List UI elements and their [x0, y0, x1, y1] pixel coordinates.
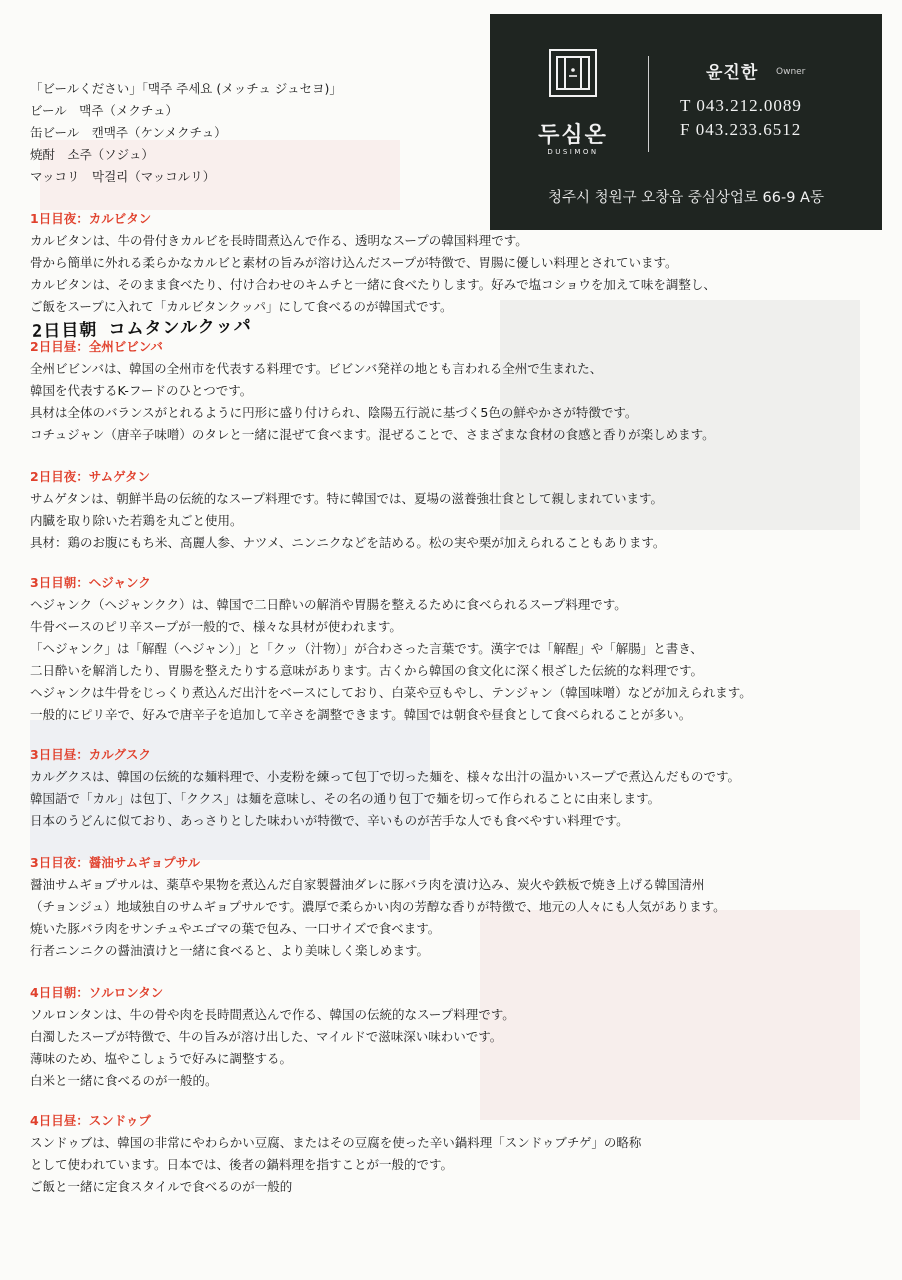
section-line: として使われています。日本では、後者の鍋料理を指すことが一般的です。 — [30, 1157, 454, 1172]
section-line: 具材：鶏のお腹にもち米、高麗人参、ナツメ、ニンニクなどを詰める。松の実や栗が加えられることもあります。 — [30, 535, 666, 550]
fax-number: F 043.233.6512 — [680, 120, 802, 139]
card-divider — [648, 56, 649, 152]
section-line: ヘジャンクは牛骨をじっくり煮込んだ出汁をベースにしており、白菜や豆もやし、テンジャン（韓国味噌）などが加えられます。 — [30, 685, 752, 700]
section-title: 3日目夜：醤油サムギョプサル — [30, 855, 200, 870]
menu-section — [30, 982, 515, 1092]
menu-section — [30, 1110, 641, 1198]
section-title: 2日目昼：全州ビビンバ — [30, 339, 163, 354]
phrase-list — [30, 78, 342, 188]
section-line: 内臓を取り除いた若鶏を丸ごと使用。 — [30, 513, 243, 528]
section-title: 3日目朝：ヘジャンク — [30, 575, 151, 590]
owner-role: Owner — [776, 67, 806, 77]
brand-romanized: DUSIMON — [547, 148, 599, 156]
section-title: 4日目朝：ソルロンタン — [30, 985, 164, 1000]
section-line: コチュジャン（唐辛子味噌）のタレと一緒に混ぜて食べます。混ぜることで、さまざまな食材の食感と香りが楽しめます。 — [30, 427, 715, 442]
section-line: カルグクスは、韓国の伝統的な麺料理で、小麦粉を練って包丁で切った麺を、様々な出汁の温かいスープで煮込んだものです。 — [30, 769, 741, 784]
menu-section — [30, 744, 740, 832]
owner-name: 윤진한 — [706, 63, 759, 83]
phone-number: T 043.212.0089 — [680, 96, 802, 115]
section-line: 牛骨ベースのピリ辛スープが一般的で、様々な具材が使われます。 — [30, 619, 402, 634]
section-line: 韓国を代表するK-フードのひとつです。 — [30, 383, 253, 398]
section-line: 韓国語で「カル」は包丁、「ククス」は麺を意味し、その名の通り包丁で麺を切って作られることに由来します。 — [30, 791, 661, 806]
phrase-line: 焼酎 소주（ソジュ） — [30, 147, 154, 162]
section-line: 醤油サムギョプサルは、薬草や果物を煮込んだ自家製醤油ダレに豚バラ肉を漬け込み、炭火や鉄板で焼き上げる韓国清州 — [30, 877, 705, 892]
brand-name: 두심온 — [538, 123, 608, 148]
phrase-line: 「ビールください」「맥주 주세요 (メッチュ ジュセヨ)」 — [30, 81, 342, 96]
menu-section — [30, 466, 665, 554]
menu-section — [30, 852, 726, 962]
section-line: 薄味のため、塩やこしょうで好みに調整する。 — [30, 1051, 293, 1066]
section-line: サムゲタンは、朝鮮半島の伝統的なスープ料理です。特に韓国では、夏場の滋養強壮食として親しまれています。 — [30, 491, 664, 506]
section-title: 3日目昼：カルグスク — [30, 747, 151, 762]
section-line: ご飯をスープに入れて「カルビタンクッパ」にして食べるのが韓国式です。 — [30, 299, 453, 314]
section-line: （チョンジュ）地域独自のサムギョプサルです。濃厚で柔らかい肉の芳醇な香りが特徴で、地元の人々にも人気があります。 — [30, 899, 726, 914]
section-line: 二日酔いを解消したり、胃腸を整えたりする意味があります。古くから韓国の食文化に深く根ざした伝統的な料理です。 — [30, 663, 704, 678]
section-title: 1日目夜：カルビタン — [30, 211, 152, 226]
address: 청주시 청원구 오창읍 중심상업로 66-9 A동 — [548, 190, 824, 206]
section-line: 焼いた豚バラ肉をサンチュやエゴマの葉で包み、一口サイズで食べます。 — [30, 921, 441, 936]
phrase-line: ビール 맥주（メクチュ） — [30, 103, 179, 118]
section-line: 一般的にピリ辛で、好みで唐辛子を追加して辛さを調整できます。韓国では朝食や昼食として食べられることが多い。 — [30, 707, 692, 722]
menu-section — [30, 572, 752, 726]
section-line: 行者ニンニクの醤油漬けと一緒に食べると、より美味しく楽しめます。 — [30, 943, 430, 958]
section-line: 全州ビビンバは、韓国の全州市を代表する料理です。ビビンバ発祥の地とも言われる全州で生まれた、 — [30, 361, 603, 376]
section-line: 日本のうどんに似ており、あっさりとした味わいが特徴で、辛いものが苦手な人でも食べやすい料理です。 — [30, 813, 629, 828]
section-line: カルビタンは、そのまま食べたり、付け合わせのキムチと一緒に食べたりします。好みで塩コショウを加えて味を調整し、 — [30, 277, 716, 292]
section-title: 4日目昼：スンドゥブ — [30, 1113, 151, 1128]
section-line: ご飯と一緒に定食スタイルで食べるのが一般的 — [30, 1179, 293, 1194]
section-line: 具材は全体のバランスがとれるように円形に盛り付けられ、陰陽五行説に基づく5色の鮮やかさが特徴です。 — [30, 405, 638, 420]
phrase-line: 缶ビール 캔맥주（ケンメクチュ） — [30, 125, 227, 140]
section-line: 骨から簡単に外れる柔らかなカルビと素材の旨みが溶け込んだスープが特徴で、胃腸に優しい料理とされています。 — [30, 255, 678, 270]
section-title: 2日目夜：サムゲタン — [30, 469, 150, 484]
business-card — [490, 14, 882, 230]
section-line: ソルロンタンは、牛の骨や肉を長時間煮込んで作る、韓国の伝統的なスープ料理です。 — [30, 1007, 515, 1022]
menu-section — [30, 208, 716, 318]
section-line: スンドゥブは、韓国の非常にやわらかい豆腐、またはその豆腐を使った辛い鍋料理「スンドゥブチゲ」の略称 — [30, 1135, 642, 1150]
handwritten-note: 2日目朝 コムタンルクッパ — [31, 316, 253, 342]
logo-icon — [548, 48, 598, 98]
phrase-line: マッコリ 막걸리（マッコルリ） — [30, 169, 216, 184]
section-line: 白米と一緒に食べるのが一般的。 — [30, 1073, 218, 1088]
menu-section — [30, 336, 715, 446]
section-line: カルビタンは、牛の骨付きカルビを長時間煮込んで作る、透明なスープの韓国料理です。 — [30, 233, 528, 248]
section-line: 「ヘジャンク」は「解酲（ヘジャン）」と「クッ（汁物）」が合わさった言葉です。漢字では「解酲」や「解腸」と書き、 — [30, 641, 703, 656]
section-line: ヘジャンク（ヘジャンクク）は、韓国で二日酔いの解消や胃腸を整えるために食べられるスープ料理です。 — [30, 597, 627, 612]
section-line: 白濁したスープが特徴で、牛の旨みが溶け出した、マイルドで滋味深い味わいです。 — [30, 1029, 503, 1044]
